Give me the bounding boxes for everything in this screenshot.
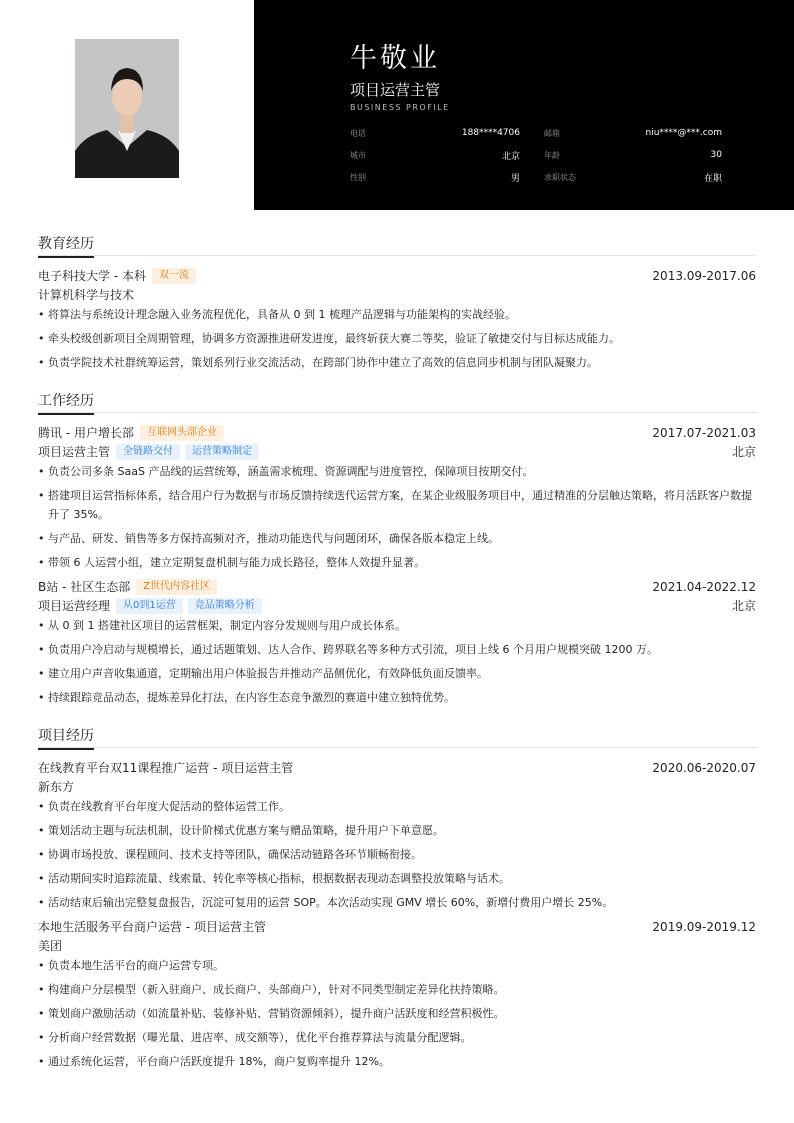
list-item: • 协调市场投放、课程顾问、技术支持等团队，确保活动链路各环节顺畅衔接。 (38, 845, 756, 864)
education-section (38, 233, 756, 372)
skill-tag: 运营策略制定 (185, 444, 259, 460)
project-bullets (38, 797, 756, 912)
project-bullets (38, 956, 756, 1071)
school-tag: 双一流 (152, 268, 196, 284)
company-tag: 互联网头部企业 (140, 425, 224, 441)
profile-caption: BUSINESS PROFILE (350, 103, 450, 112)
info-value: 188****4706 (461, 128, 520, 138)
project-header-row (38, 917, 756, 936)
list-item: • 负责公司多条 SaaS 产品线的运营统筹，涵盖需求梳理、资源调配与进度管控，保障项目按期交付。 (38, 462, 756, 481)
list-item: • 与产品、研发、销售等多方保持高频对齐，推动功能迭代与问题闭环，确保各版本稳定上线。 (38, 529, 756, 548)
projects-section (38, 725, 756, 1071)
position-row (38, 442, 756, 461)
list-item: • 建立用户声音收集通道，定期输出用户体验报告并推动产品侧优化，有效降低负面反馈率。 (38, 664, 756, 683)
info-value: 30 (710, 150, 722, 160)
list-item: • 构建商户分层模型（新入驻商户、成长商户、头部商户），针对不同类型制定差异化扶持策略。 (38, 980, 756, 999)
project-entry (38, 917, 756, 1071)
position-row (38, 596, 756, 615)
job-bullets (38, 462, 756, 572)
project-org: 美团 (38, 939, 63, 953)
project-entry (38, 758, 756, 912)
project-date: 2019.09-2019.12 (652, 919, 756, 934)
skill-tag: 全链路交付 (116, 444, 180, 460)
info-cell-status (536, 171, 722, 184)
info-value: niu****@***.com (645, 128, 722, 138)
info-row (350, 166, 722, 188)
project-org-row (38, 777, 756, 796)
position-title: 项目运营主管 (38, 445, 111, 459)
list-item: • 负责学院技术社群统筹运营，策划系列行业交流活动，在跨部门协作中建立了高效的信息同步机制与团队凝聚力。 (38, 353, 756, 372)
skill-tag: 竞品策略分析 (188, 598, 262, 614)
job-city: 北京 (731, 445, 756, 459)
company-tag: Z世代内容社区 (136, 579, 217, 595)
info-cell-email (536, 128, 722, 139)
project-org-row (38, 936, 756, 955)
row-left (38, 578, 217, 595)
job-date: 2021.04-2022.12 (652, 579, 756, 594)
list-item: • 通过系统化运营，平台商户活跃度提升 18%，商户复购率提升 12%。 (38, 1052, 756, 1071)
header-info-panel (254, 0, 794, 210)
list-item: • 从 0 到 1 搭建社区项目的运营框架，制定内容分发规则与用户成长体系。 (38, 616, 756, 635)
list-item: • 负责本地生活平台的商户运营专项。 (38, 956, 756, 975)
list-item: • 负责用户冷启动与规模增长，通过话题策划、达人合作、跨界联名等多种方式引流，项目上线 6 个月用户规模突破 1200 万。 (38, 640, 756, 659)
section-body (38, 413, 756, 707)
info-label: 年龄 (544, 150, 560, 160)
section-title-text: 工作经历 (38, 390, 94, 415)
list-item: • 带领 6 人运营小组，建立定期复盘机制与能力成长路径，整体人效提升显著。 (38, 553, 756, 572)
info-cell-city (350, 149, 536, 162)
list-item: • 搭建项目运营指标体系，结合用户行为数据与市场反馈持续迭代运营方案，在某企业级服务项目中，通过精准的分层触达策略，将月活跃客户数提升了 35%。 (38, 486, 756, 524)
company-name: B站 - 社区生态部 (38, 580, 131, 594)
list-item: • 分析商户经营数据（曝光量、进店率、成交额等），优化平台推荐算法与流量分配逻辑。 (38, 1028, 756, 1047)
info-label: 性别 (350, 172, 366, 182)
section-title (38, 390, 756, 413)
position-title: 项目运营经理 (38, 599, 111, 613)
education-date: 2013.09-2017.06 (652, 268, 756, 283)
list-item: • 负责在线教育平台年度大促活动的整体运营工作。 (38, 797, 756, 816)
row-left (38, 597, 262, 614)
job-bullets (38, 616, 756, 707)
section-title-text: 教育经历 (38, 233, 94, 258)
list-item: • 持续跟踪竞品动态，提炼差异化打法，在内容生态竞争激烈的赛道中建立独特优势。 (38, 688, 756, 707)
info-cell-gender (350, 171, 536, 184)
job-city: 北京 (731, 599, 756, 613)
section-title (38, 725, 756, 748)
section-title-text: 项目经历 (38, 725, 94, 750)
job-entry (38, 423, 756, 572)
job-entry (38, 577, 756, 707)
major-row (38, 285, 756, 304)
project-header-row (38, 758, 756, 777)
info-value: 在职 (703, 173, 722, 184)
project-name: 本地生活服务平台商户运营 - 项目运营主管 (38, 920, 266, 934)
info-value: 北京 (501, 151, 520, 162)
profile-photo (75, 39, 179, 178)
list-item: • 策划商户激励活动（如流量补贴、装修补贴、营销资源倾斜），提升商户活跃度和经营积极性。 (38, 1004, 756, 1023)
section-body (38, 748, 756, 1071)
resume-content (38, 233, 756, 1089)
project-date: 2020.06-2020.07 (652, 760, 756, 775)
skill-tag: 从0到1运营 (116, 598, 183, 614)
education-bullets (38, 305, 756, 372)
list-item: • 活动期间实时追踪流量、线索量、转化率等核心指标，根据数据表现动态调整投放策略与话术。 (38, 869, 756, 888)
job-date: 2017.07-2021.03 (652, 425, 756, 440)
resume-header (0, 0, 794, 210)
info-row (350, 144, 722, 166)
info-row (350, 122, 722, 144)
info-label: 求职状态 (544, 172, 576, 182)
section-body (38, 256, 756, 372)
info-cell-phone (350, 128, 536, 139)
info-label: 城市 (350, 150, 366, 160)
info-label: 电话 (350, 128, 366, 138)
list-item: • 活动结束后输出完整复盘报告，沉淀可复用的运营 SOP。本次活动实现 GMV 增长 60%，新增付费用户增长 25%。 (38, 893, 756, 912)
info-value: 男 (510, 173, 520, 184)
row-left (38, 443, 259, 460)
row-left (38, 267, 196, 284)
photo-area (0, 0, 254, 210)
job-header-row (38, 423, 756, 442)
candidate-name: 牛敬业 (350, 43, 440, 74)
list-item: • 牵头校级创新项目全周期管理，协调多方资源推进研发进度，最终斩获大赛二等奖，验证了敏捷交付与目标达成能力。 (38, 329, 756, 348)
project-org: 新东方 (38, 780, 75, 794)
list-item: • 将算法与系统设计理念融入业务流程优化，具备从 0 到 1 梳理产品逻辑与功能架构的实战经验。 (38, 305, 756, 324)
school-name: 电子科技大学 - 本科 (38, 269, 146, 283)
company-name: 腾讯 - 用户增长部 (38, 426, 134, 440)
info-cell-age (536, 150, 722, 161)
job-header-row (38, 577, 756, 596)
education-header-row (38, 266, 756, 285)
work-section (38, 390, 756, 707)
info-label: 邮箱 (544, 128, 560, 138)
candidate-role: 项目运营主管 (350, 81, 441, 99)
project-name: 在线教育平台双11课程推广运营 - 项目运营主管 (38, 761, 294, 775)
section-title (38, 233, 756, 256)
list-item: • 策划活动主题与玩法机制，设计阶梯式优惠方案与赠品策略，提升用户下单意愿。 (38, 821, 756, 840)
contact-info-grid (350, 122, 722, 188)
major: 计算机科学与技术 (38, 288, 135, 302)
row-left (38, 424, 224, 441)
